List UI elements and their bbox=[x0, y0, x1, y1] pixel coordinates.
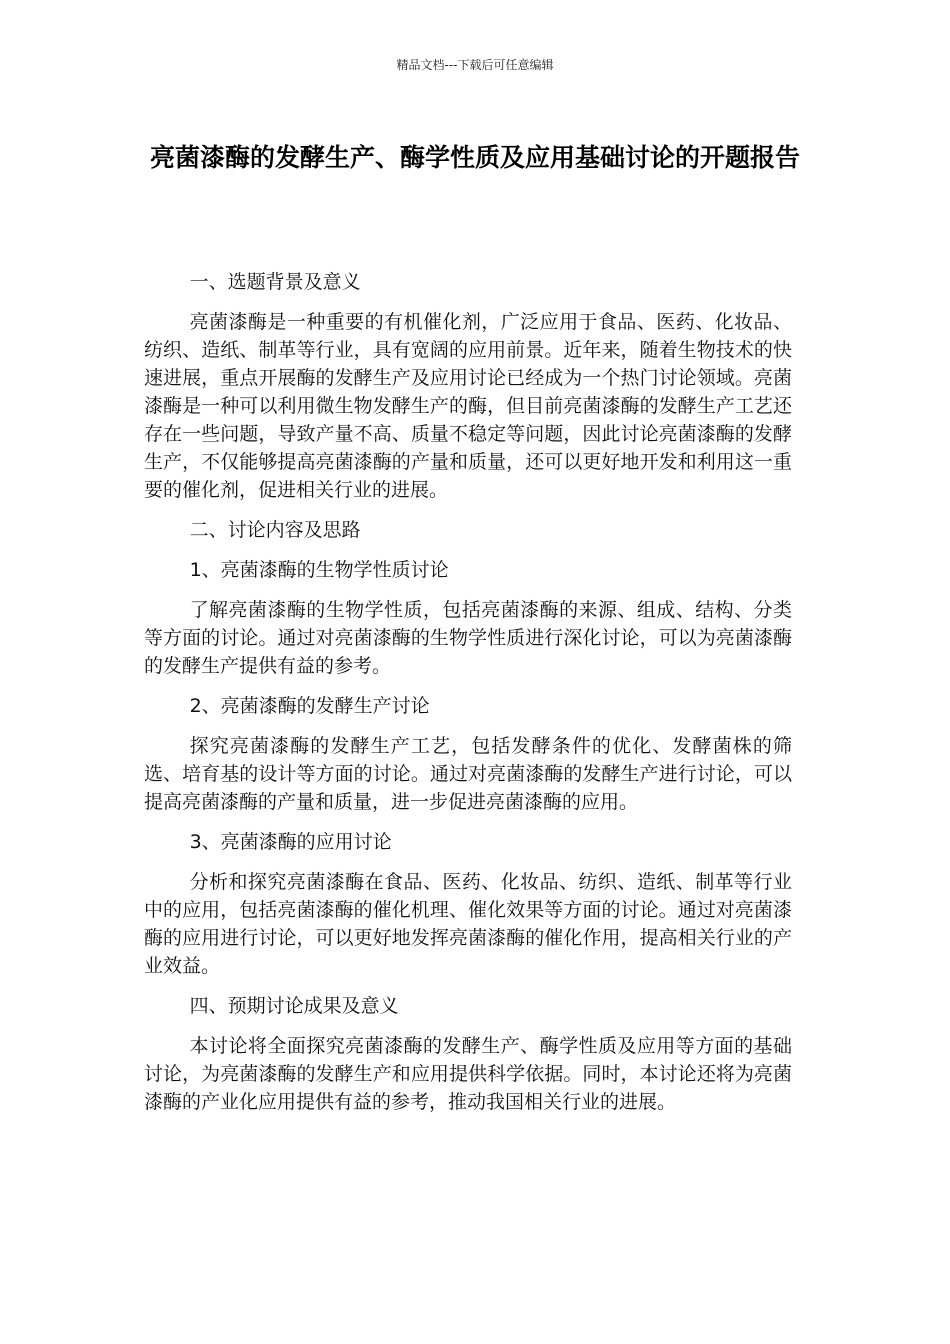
document-title: 亮菌漆酶的发酵生产、酶学性质及应用基础讨论的开题报告 bbox=[149, 143, 800, 172]
paragraph-background: 亮菌漆酶是一种重要的有机催化剂，广泛应用于食品、医药、化妆品、纺织、造纸、制革等行业，具有宽阔的应用前景。近年来，随着生物技术的快速进展，重点开展酶的发酵生产及应用讨论已经成为一个热门讨论领域。亮菌漆酶是一种可以利用微生物发酵生产的酶，但目前亮菌漆酶的发酵生产工艺还存在一些问题，导致产量不高、质量不稳定等问题，因此讨论亮菌漆酶的发酵生产，不仅能够提高亮菌漆酶的产量和质量，还可以更好地开发和利用这一重要的催化剂，促进相关行业的进展。 bbox=[144, 311, 792, 501]
document-body bbox=[144, 268, 792, 1128]
page-header-watermark: 精品文档---下载后可任意编辑 bbox=[396, 58, 554, 72]
paragraph-application: 分析和探究亮菌漆酶在食品、医药、化妆品、纺织、造纸、制革等行业中的应用，包括亮菌漆酶的催化机理、催化效果等方面的讨论。通过对亮菌漆酶的应用进行讨论，可以更好地发挥亮菌漆酶的催化作用，提高相关行业的产业效益。 bbox=[144, 871, 792, 977]
section-heading-content: 二、讨论内容及思路 bbox=[189, 519, 361, 541]
subheading-fermentation: 2、亮菌漆酶的发酵生产讨论 bbox=[189, 695, 430, 717]
paragraph-fermentation: 探究亮菌漆酶的发酵生产工艺，包括发酵条件的优化、发酵菌株的筛选、培育基的设计等方面的讨论。通过对亮菌漆酶的发酵生产进行讨论，可以提高亮菌漆酶的产量和质量，进一步促进亮菌漆酶的应用。 bbox=[144, 735, 792, 813]
section-heading-expected-results: 四、预期讨论成果及意义 bbox=[189, 995, 399, 1017]
paragraph-biological-properties: 了解亮菌漆酶的生物学性质，包括亮菌漆酶的来源、组成、结构、分类等方面的讨论。通过对亮菌漆酶的生物学性质进行深化讨论，可以为亮菌漆酶的发酵生产提供有益的参考。 bbox=[144, 599, 792, 677]
paragraph-expected-results: 本讨论将全面探究亮菌漆酶的发酵生产、酶学性质及应用等方面的基础讨论，为亮菌漆酶的发酵生产和应用提供科学依据。同时，本讨论还将为亮菌漆酶的产业化应用提供有益的参考，推动我国相关行业的进展。 bbox=[144, 1035, 792, 1113]
subheading-biological-properties: 1、亮菌漆酶的生物学性质讨论 bbox=[189, 559, 449, 581]
section-heading-background: 一、选题背景及意义 bbox=[189, 271, 361, 293]
subheading-application: 3、亮菌漆酶的应用讨论 bbox=[189, 831, 392, 853]
